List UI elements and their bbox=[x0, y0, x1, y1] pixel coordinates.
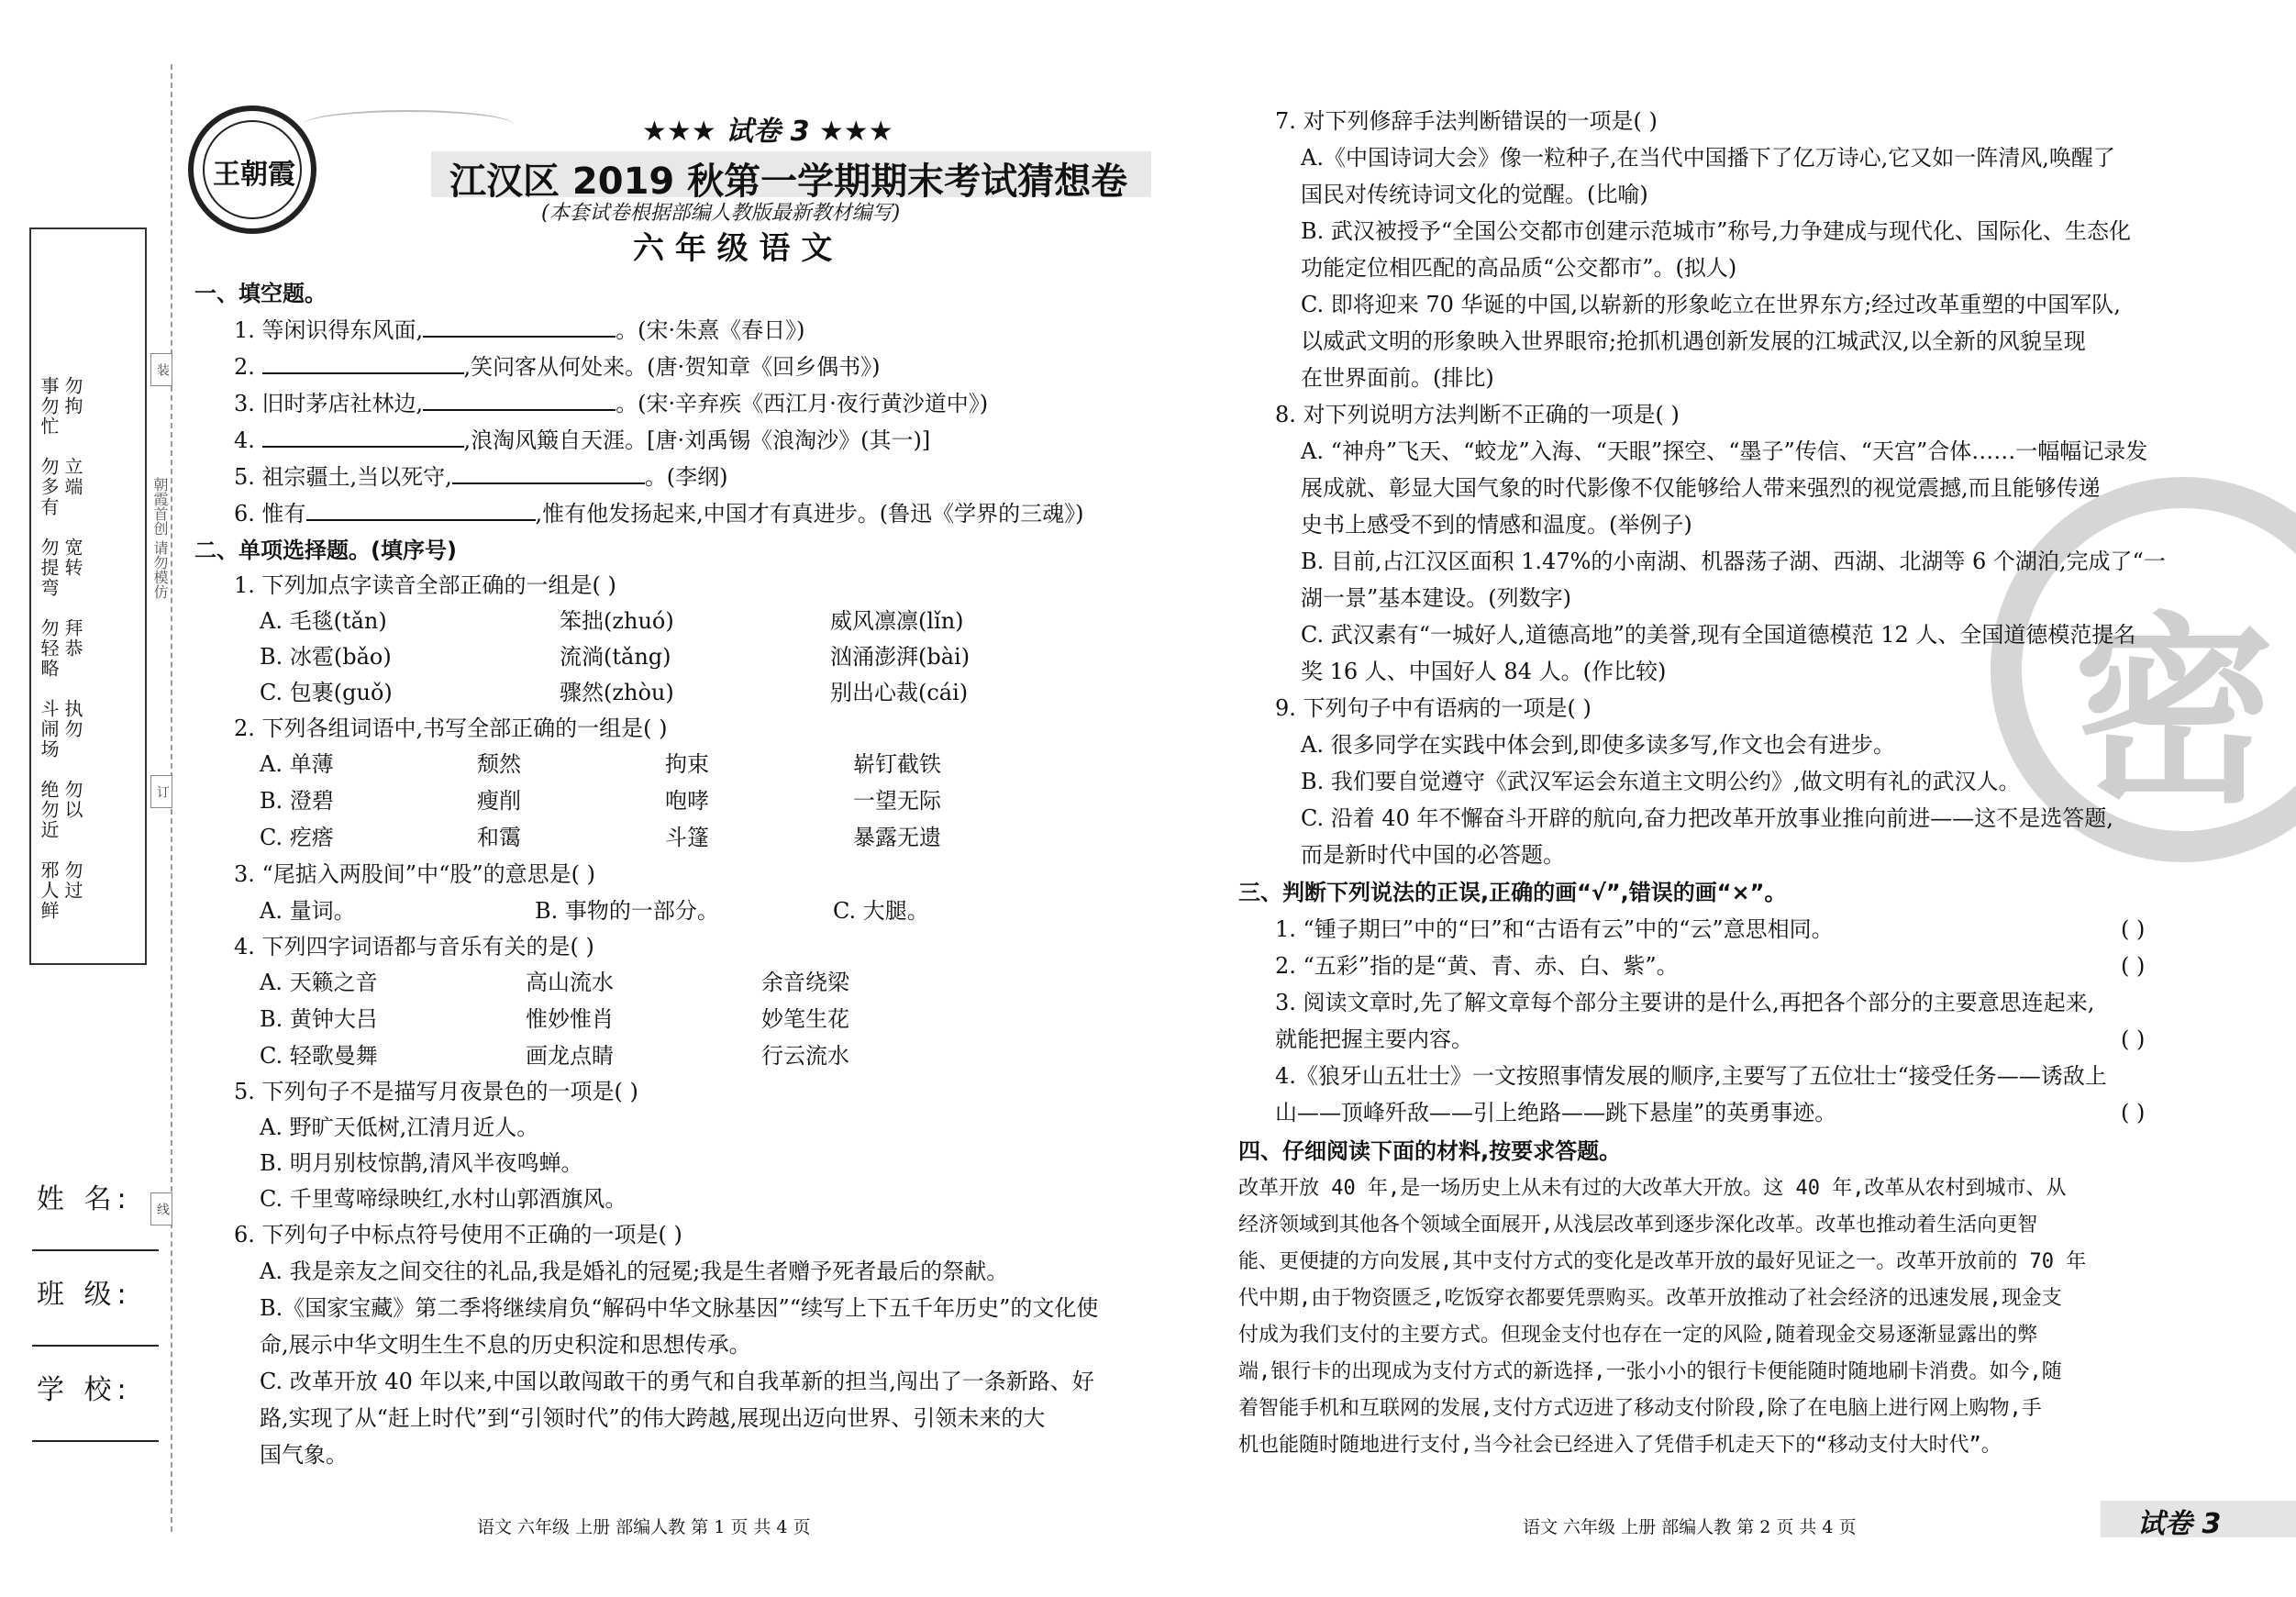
section4-heading: 四、仔细阅读下面的材料,按要求答题。 bbox=[1238, 1138, 1622, 1164]
fill-item-6: 6. 惟有 ,惟有他发扬起来,中国才有真进步。(鲁迅《学界的三魂》) bbox=[234, 497, 1084, 530]
sidebar-column: 立端 bbox=[61, 457, 83, 497]
q1-option: B. 冰雹(bǎo) bbox=[260, 644, 392, 670]
sidebar-box bbox=[29, 227, 147, 965]
q2-option: B. 澄碧 bbox=[260, 788, 334, 814]
q2-option: 拘束 bbox=[665, 751, 709, 777]
school-label: 学 校: bbox=[37, 1374, 132, 1406]
section1-heading: 一、填空题。 bbox=[194, 281, 327, 306]
copyright-notice: 朝霞首创 请勿模仿 bbox=[151, 477, 169, 600]
q9-line: 9. 下列句子中有语病的一项是( ) bbox=[1275, 695, 1592, 721]
judge-answer-paren[interactable]: ( ) bbox=[2121, 1100, 2146, 1126]
sidebar-column: 事勿忙 bbox=[38, 376, 60, 437]
q4-stem: 4. 下列四字词语都与音乐有关的是( ) bbox=[234, 934, 594, 959]
logo-ribbon bbox=[303, 110, 514, 139]
q2-option: 斗篷 bbox=[665, 825, 709, 850]
q3-stem: 3. “尾掂入两股间”中“股”的意思是( ) bbox=[234, 861, 595, 887]
q2-option: 暴露无遗 bbox=[853, 825, 941, 850]
passage-line: 改革开放 40 年,是一场历史上从未有过的大改革大开放。这 40 年,改革从农村到城市、从 bbox=[1238, 1177, 2067, 1200]
q4-option: C. 轻歌曼舞 bbox=[260, 1043, 378, 1069]
section2-heading: 二、单项选择题。(填序号) bbox=[194, 538, 457, 563]
q6-line: C. 改革开放 40 年以来,中国以敢闯敢干的勇气和自我革新的担当,闯出了一条新路、好 bbox=[260, 1369, 1094, 1394]
q6-line: 路,实现了从“赶上时代”到“引领时代”的伟大跨越,展现出迈向世界、引领未来的大 bbox=[260, 1405, 1046, 1431]
footer-left: 语文 六年级 上册 部编人教 第 1 页 共 4 页 bbox=[477, 1517, 811, 1537]
q7-line: 在世界面前。(排比) bbox=[1301, 365, 1494, 391]
q7-line: B. 武汉被授予“全国公交都市创建示范城市”称号,力争建成与现代化、国际化、生态化 bbox=[1301, 218, 2132, 244]
paper-number: ★★★ 试卷 3 ★★★ bbox=[642, 116, 893, 148]
q9-line: A. 很多同学在实践中体会到,即使多读多写,作文也会有进步。 bbox=[1301, 732, 1895, 758]
q8-line: 展成就、彰显大国气象的时代影像不仅能够给人带来强烈的视觉震撼,而且能够传递 bbox=[1301, 475, 2101, 501]
passage-line: 付成为我们支付的主要方式。但现金支付也存在一定的风险,随着现金交易逐渐显露出的弊 bbox=[1238, 1324, 2038, 1347]
q2-option: A. 单薄 bbox=[260, 751, 334, 777]
q6-line: A. 我是亲友之间交往的礼品,我是婚礼的冠冕;我是生者赠予死者最后的祭献。 bbox=[260, 1259, 1009, 1284]
name-label: 姓 名: bbox=[37, 1183, 132, 1215]
sidebar-column: 拜恭 bbox=[61, 618, 83, 659]
q1-option: A. 毛毯(tǎn) bbox=[260, 608, 387, 634]
paper-tag: 试卷 3 bbox=[2137, 1508, 2222, 1540]
q2-option: 瘦削 bbox=[477, 788, 521, 814]
footer-right: 语文 六年级 上册 部编人教 第 2 页 共 4 页 bbox=[1523, 1517, 1857, 1537]
class-field[interactable] bbox=[32, 1345, 159, 1347]
judge-item-1: 1. “锺子期曰”中的“曰”和“古语有云”中的“云”意思相同。 bbox=[1275, 916, 1834, 942]
logo-text: 王朝霞 bbox=[213, 159, 295, 191]
passage-line: 机也能随时随地进行支付,当今社会已经进入了凭借手机走天下的“移动支付大时代”。 bbox=[1238, 1434, 2002, 1457]
exam-subtitle: (本套试卷根据部编人教版最新教材编写) bbox=[541, 202, 901, 225]
q1-stem: 1. 下列加点字读音全部正确的一组是( ) bbox=[234, 572, 616, 598]
judge-answer-paren[interactable]: ( ) bbox=[2121, 916, 2146, 942]
watermark-text: 密 bbox=[2073, 595, 2276, 830]
judge-answer-paren[interactable]: ( ) bbox=[2121, 953, 2146, 979]
q2-option: 颓然 bbox=[477, 751, 521, 777]
q5-option: C. 千里莺啼绿映红,水村山郭酒旗风。 bbox=[260, 1186, 627, 1212]
logo-seal bbox=[188, 105, 316, 234]
q4-option: 行云流水 bbox=[761, 1043, 849, 1069]
q6-stem: 6. 下列句子中标点符号使用不正确的一项是( ) bbox=[234, 1222, 682, 1248]
q2-option: C. 疙瘩 bbox=[260, 825, 334, 850]
q8-line: 8. 对下列说明方法判断不正确的一项是( ) bbox=[1275, 402, 1680, 427]
q6-line: 国气象。 bbox=[260, 1442, 348, 1468]
q8-line: B. 目前,占江汉区面积 1.47%的小南湖、机器荡子湖、西湖、北湖等 6 个湖泊,完成了“一 bbox=[1301, 549, 2166, 574]
sidebar-column: 勿提弯 bbox=[38, 538, 60, 598]
exam-subject: 六 年 级 语 文 bbox=[633, 230, 833, 267]
section3-heading: 三、判断下列说法的正误,正确的画“√”,错误的画“×”。 bbox=[1238, 880, 1787, 905]
q8-line: 史书上感受不到的情感和温度。(举例子) bbox=[1301, 512, 1692, 538]
judge-answer-paren[interactable]: ( ) bbox=[2121, 1026, 2146, 1052]
q4-option: 高山流水 bbox=[526, 970, 614, 995]
passage-line: 着智能手机和互联网的发展,支付方式迈进了移动支付阶段,除了在电脑上进行网上购物,手 bbox=[1238, 1397, 2042, 1420]
q5-option: B. 明月别枝惊鹊,清风半夜鸣蝉。 bbox=[260, 1150, 583, 1176]
answer-blank[interactable] bbox=[452, 460, 645, 484]
fill-item-2: 2. ,笑问客从何处来。(唐·贺知章《回乡偶书》) bbox=[234, 350, 881, 383]
q6-line: 命,展示中华文明生生不息的历史积淀和思想传承。 bbox=[260, 1332, 751, 1358]
school-field[interactable] bbox=[32, 1440, 159, 1442]
q1-option: 骤然(zhòu) bbox=[560, 680, 674, 705]
passage-line: 能、更便捷的方向发展,其中支付方式的变化是改革开放的最好见证之一。改革开放前的 70 年 bbox=[1238, 1250, 2087, 1273]
q4-option: B. 黄钟大吕 bbox=[260, 1006, 378, 1032]
fill-item-4: 4. ,浪淘风簸自天涯。[唐·刘禹锡《浪淘沙》(其一)] bbox=[234, 424, 930, 457]
sidebar-column: 绝勿近 bbox=[38, 780, 60, 840]
q4-option: 画龙点睛 bbox=[526, 1043, 614, 1069]
q4-option: 惟妙惟肖 bbox=[526, 1006, 614, 1032]
fold-marker-xian: 线 bbox=[150, 1192, 172, 1225]
q9-line: C. 沿着 40 年不懈奋斗开辟的航向,奋力把改革开放事业推向前进——这不是选答题, bbox=[1301, 805, 2113, 831]
q1-option: 别出心裁(cái) bbox=[830, 680, 969, 705]
passage-line: 端,银行卡的出现成为支付方式的新选择,一张小小的银行卡便能随时随地刷卡消费。如今,随 bbox=[1238, 1360, 2062, 1383]
q2-option: 和霭 bbox=[477, 825, 521, 850]
q7-line: 功能定位相匹配的高品质“公交都市”。(拟人) bbox=[1301, 255, 1737, 281]
name-field[interactable] bbox=[32, 1249, 159, 1251]
answer-blank[interactable] bbox=[423, 387, 616, 411]
passage-line: 代中期,由于物资匮乏,吃饭穿衣都要凭票购买。改革开放推动了社会经济的迅速发展,现金支 bbox=[1238, 1287, 2062, 1310]
q4-option: 妙笔生花 bbox=[761, 1006, 849, 1032]
exam-title: 江汉区 2019 秋第一学期期末考试猜想卷 bbox=[449, 161, 1128, 203]
q3-option: B. 事物的一部分。 bbox=[535, 898, 719, 924]
q5-option: A. 野旷天低树,江清月近人。 bbox=[260, 1115, 539, 1140]
q1-option: 流淌(tǎng) bbox=[560, 644, 671, 670]
sidebar-column: 勿过 bbox=[61, 860, 83, 901]
q1-option: 威风凛凛(lǐn) bbox=[830, 608, 964, 634]
q7-line: 7. 对下列修辞手法判断错误的一项是( ) bbox=[1275, 108, 1658, 134]
judge-item-2: 2. “五彩”指的是“黄、青、赤、白、紫”。 bbox=[1275, 953, 1679, 979]
q4-option: 余音绕梁 bbox=[761, 970, 849, 995]
q7-line: 以威武文明的形象映入世界眼帘;抢抓机遇创新发展的江城武汉,以全新的风貌呈现 bbox=[1301, 328, 2086, 354]
passage-line: 经济领域到其他各个领域全面展开,从浅层改革到逐步深化改革。改革也推动着生活向更智 bbox=[1238, 1214, 2038, 1237]
fill-item-3: 3. 旧时茅店社林边, 。(宋·辛弃疾《西江月·夜行黄沙道中》) bbox=[234, 387, 988, 420]
judge-item-3: 3. 阅读文章时,先了解文章每个部分主要讲的是什么,再把各个部分的主要意思连起来, bbox=[1275, 990, 2095, 1015]
q7-line: C. 即将迎来 70 华诞的中国,以崭新的形象屹立在世界东方;经过改革重塑的中国军队, bbox=[1301, 292, 2121, 317]
sidebar-column: 勿以 bbox=[61, 780, 83, 820]
q6-line: B.《国家宝藏》第二季将继续肩负“解码中华文脉基因”“续写上下五千年历史”的文化使 bbox=[260, 1295, 1099, 1321]
q2-option: 一望无际 bbox=[853, 788, 941, 814]
sidebar-column: 宽转 bbox=[61, 538, 83, 578]
sidebar-column: 勿轻略 bbox=[38, 618, 60, 679]
q1-option: C. 包裹(guǒ) bbox=[260, 680, 393, 705]
q5-stem: 5. 下列句子不是描写月夜景色的一项是( ) bbox=[234, 1079, 638, 1104]
q7-line: A.《中国诗词大会》像一粒种子,在当代中国播下了亿万诗心,它又如一阵清风,唤醒了 bbox=[1301, 145, 2115, 171]
q9-line: 而是新时代中国的必答题。 bbox=[1301, 842, 1565, 868]
answer-blank[interactable] bbox=[262, 350, 464, 374]
sidebar-column: 斗闹场 bbox=[38, 699, 60, 760]
q3-option: A. 量词。 bbox=[260, 898, 356, 924]
fill-item-5: 5. 祖宗疆土,当以死守, 。(李纲) bbox=[234, 460, 728, 494]
fold-marker-zhuang: 装 bbox=[150, 353, 172, 386]
q7-line: 国民对传统诗词文化的觉醒。(比喻) bbox=[1301, 182, 1648, 207]
sidebar-column: 勿拘 bbox=[61, 376, 83, 416]
q8-line: C. 武汉素有“一城好人,道德高地”的美誉,现有全国道德模范 12 人、全国道德模范提名 bbox=[1301, 622, 2136, 648]
judge-item-3-cont: 就能把握主要内容。 bbox=[1275, 1026, 1473, 1052]
q8-line: 湖一景”基本建设。(列数字) bbox=[1301, 585, 1571, 611]
q3-option: C. 大腿。 bbox=[833, 898, 929, 924]
q1-option: 汹涌澎湃(bài) bbox=[830, 644, 971, 670]
answer-blank[interactable] bbox=[306, 497, 536, 521]
q2-option: 崭钉截铁 bbox=[853, 751, 941, 777]
sidebar-column: 执勿 bbox=[61, 699, 83, 739]
q8-line: 奖 16 人、中国好人 84 人。(作比较) bbox=[1301, 659, 1667, 684]
sidebar-column: 邪人鲜 bbox=[38, 860, 60, 921]
fold-marker-ding: 订 bbox=[150, 775, 172, 808]
sidebar-column: 勿多有 bbox=[38, 457, 60, 517]
q2-stem: 2. 下列各组词语中,书写全部正确的一组是( ) bbox=[234, 715, 668, 741]
answer-blank[interactable] bbox=[262, 424, 464, 448]
q9-line: B. 我们要自觉遵守《武汉军运会东道主文明公约》,做文明有礼的武汉人。 bbox=[1301, 769, 2021, 794]
answer-blank[interactable] bbox=[423, 314, 616, 338]
judge-item-4-cont: 山——顶峰歼敌——引上绝路——跳下悬崖”的英勇事迹。 bbox=[1275, 1100, 1837, 1126]
q1-option: 笨拙(zhuó) bbox=[560, 608, 674, 634]
q8-line: A. “神舟”飞天、“蛟龙”入海、“天眼”探空、“墨子”传信、“天宫”合体……一幅幅记录发 bbox=[1301, 438, 2148, 464]
q4-option: A. 天籁之音 bbox=[260, 970, 378, 995]
class-label: 班 级: bbox=[37, 1279, 132, 1311]
fill-item-1: 1. 等闲识得东风面, 。(宋·朱熹《春日》) bbox=[234, 314, 805, 347]
q2-option: 咆哮 bbox=[665, 788, 709, 814]
judge-item-4: 4.《狼牙山五壮士》一文按照事情发展的顺序,主要写了五位壮士“接受任务——诱敌上 bbox=[1275, 1063, 2107, 1089]
